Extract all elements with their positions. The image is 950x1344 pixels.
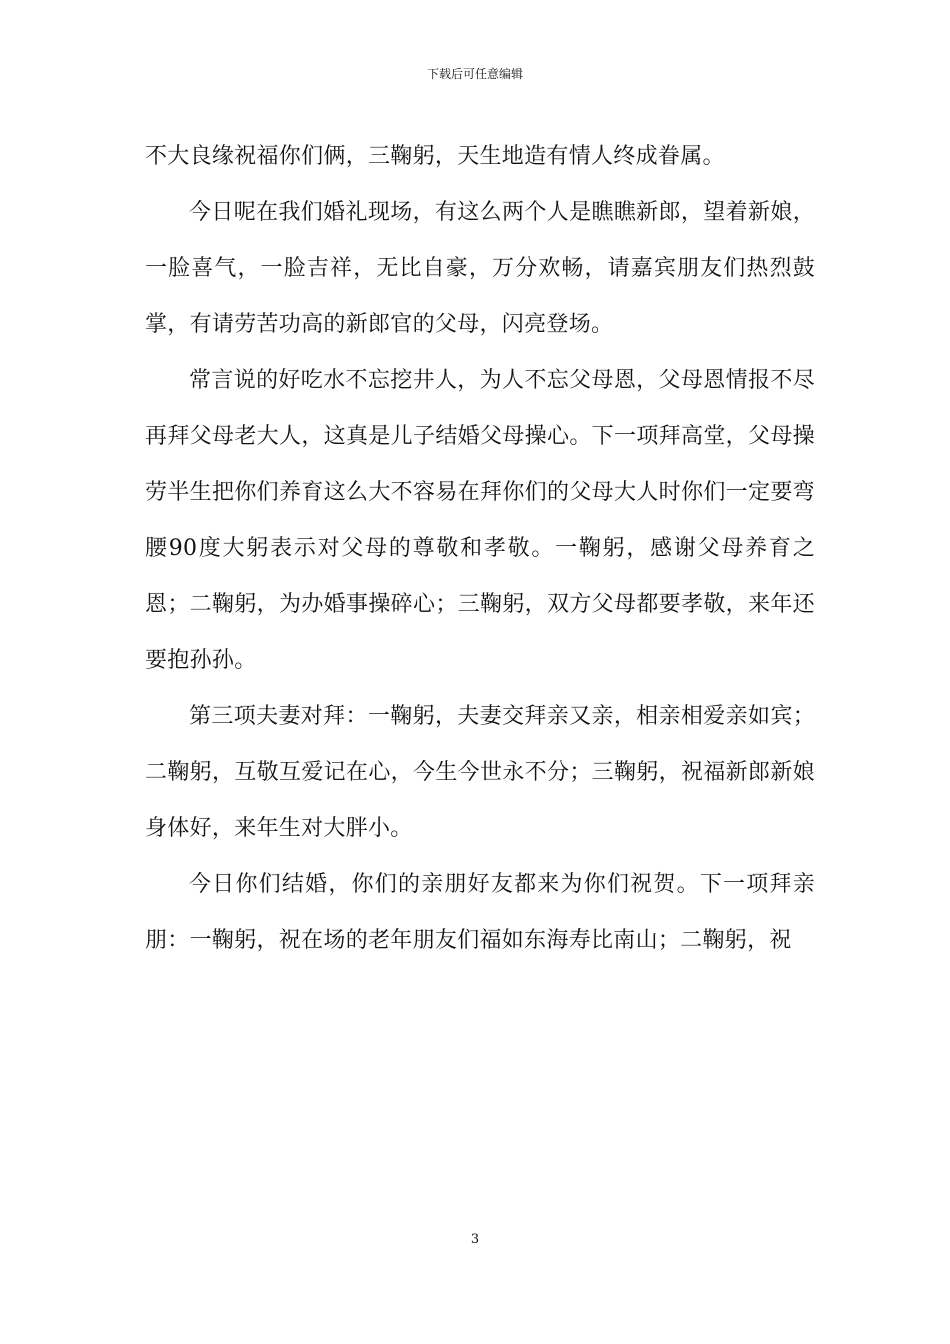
paragraph-2: 今日呢在我们婚礼现场，有这么两个人是瞧瞧新郎，望着新娘，一脸喜气，一脸吉祥，无比自豪，万分欢畅，请嘉宾朋友们热烈鼓掌，有请劳苦功高的新郎官的父母，闪亮登场。 (145, 200, 815, 337)
document-body (145, 129, 815, 969)
paragraph-1: 不大良缘祝福你们俩，三鞠躬，天生地造有情人终成眷属。 (145, 144, 725, 169)
paragraph-5: 今日你们结婚，你们的亲朋好友都来为你们祝贺。下一项拜亲朋：一鞠躬，祝在场的老年朋友们福如东海寿比南山；二鞠躬，祝 (145, 872, 815, 953)
paragraph-4: 第三项夫妻对拜：一鞠躬，夫妻交拜亲又亲，相亲相爱亲如宾；二鞠躬，互敬互爱记在心，今生今世永不分；三鞠躬，祝福新郎新娘身体好，来年生对大胖小。 (145, 704, 815, 841)
page-header: 下载后可任意编辑 (426, 67, 523, 81)
paragraph-3: 常言说的好吃水不忘挖井人，为人不忘父母恩，父母恩情报不尽再拜父母老大人，这真是儿子结婚父母操心。下一项拜高堂，父母操劳半生把你们养育这么大不容易在拜你们的父母大人时你们一定要弯腰90度大躬表示对父母的尊敬和孝敬。一鞠躬，感谢父母养育之恩；二鞠躬，为办婚事操碎心；三鞠躬，双方父母都要孝敬，来年还要抱孙孙。 (145, 368, 815, 673)
page-number: 3 (470, 1232, 480, 1247)
